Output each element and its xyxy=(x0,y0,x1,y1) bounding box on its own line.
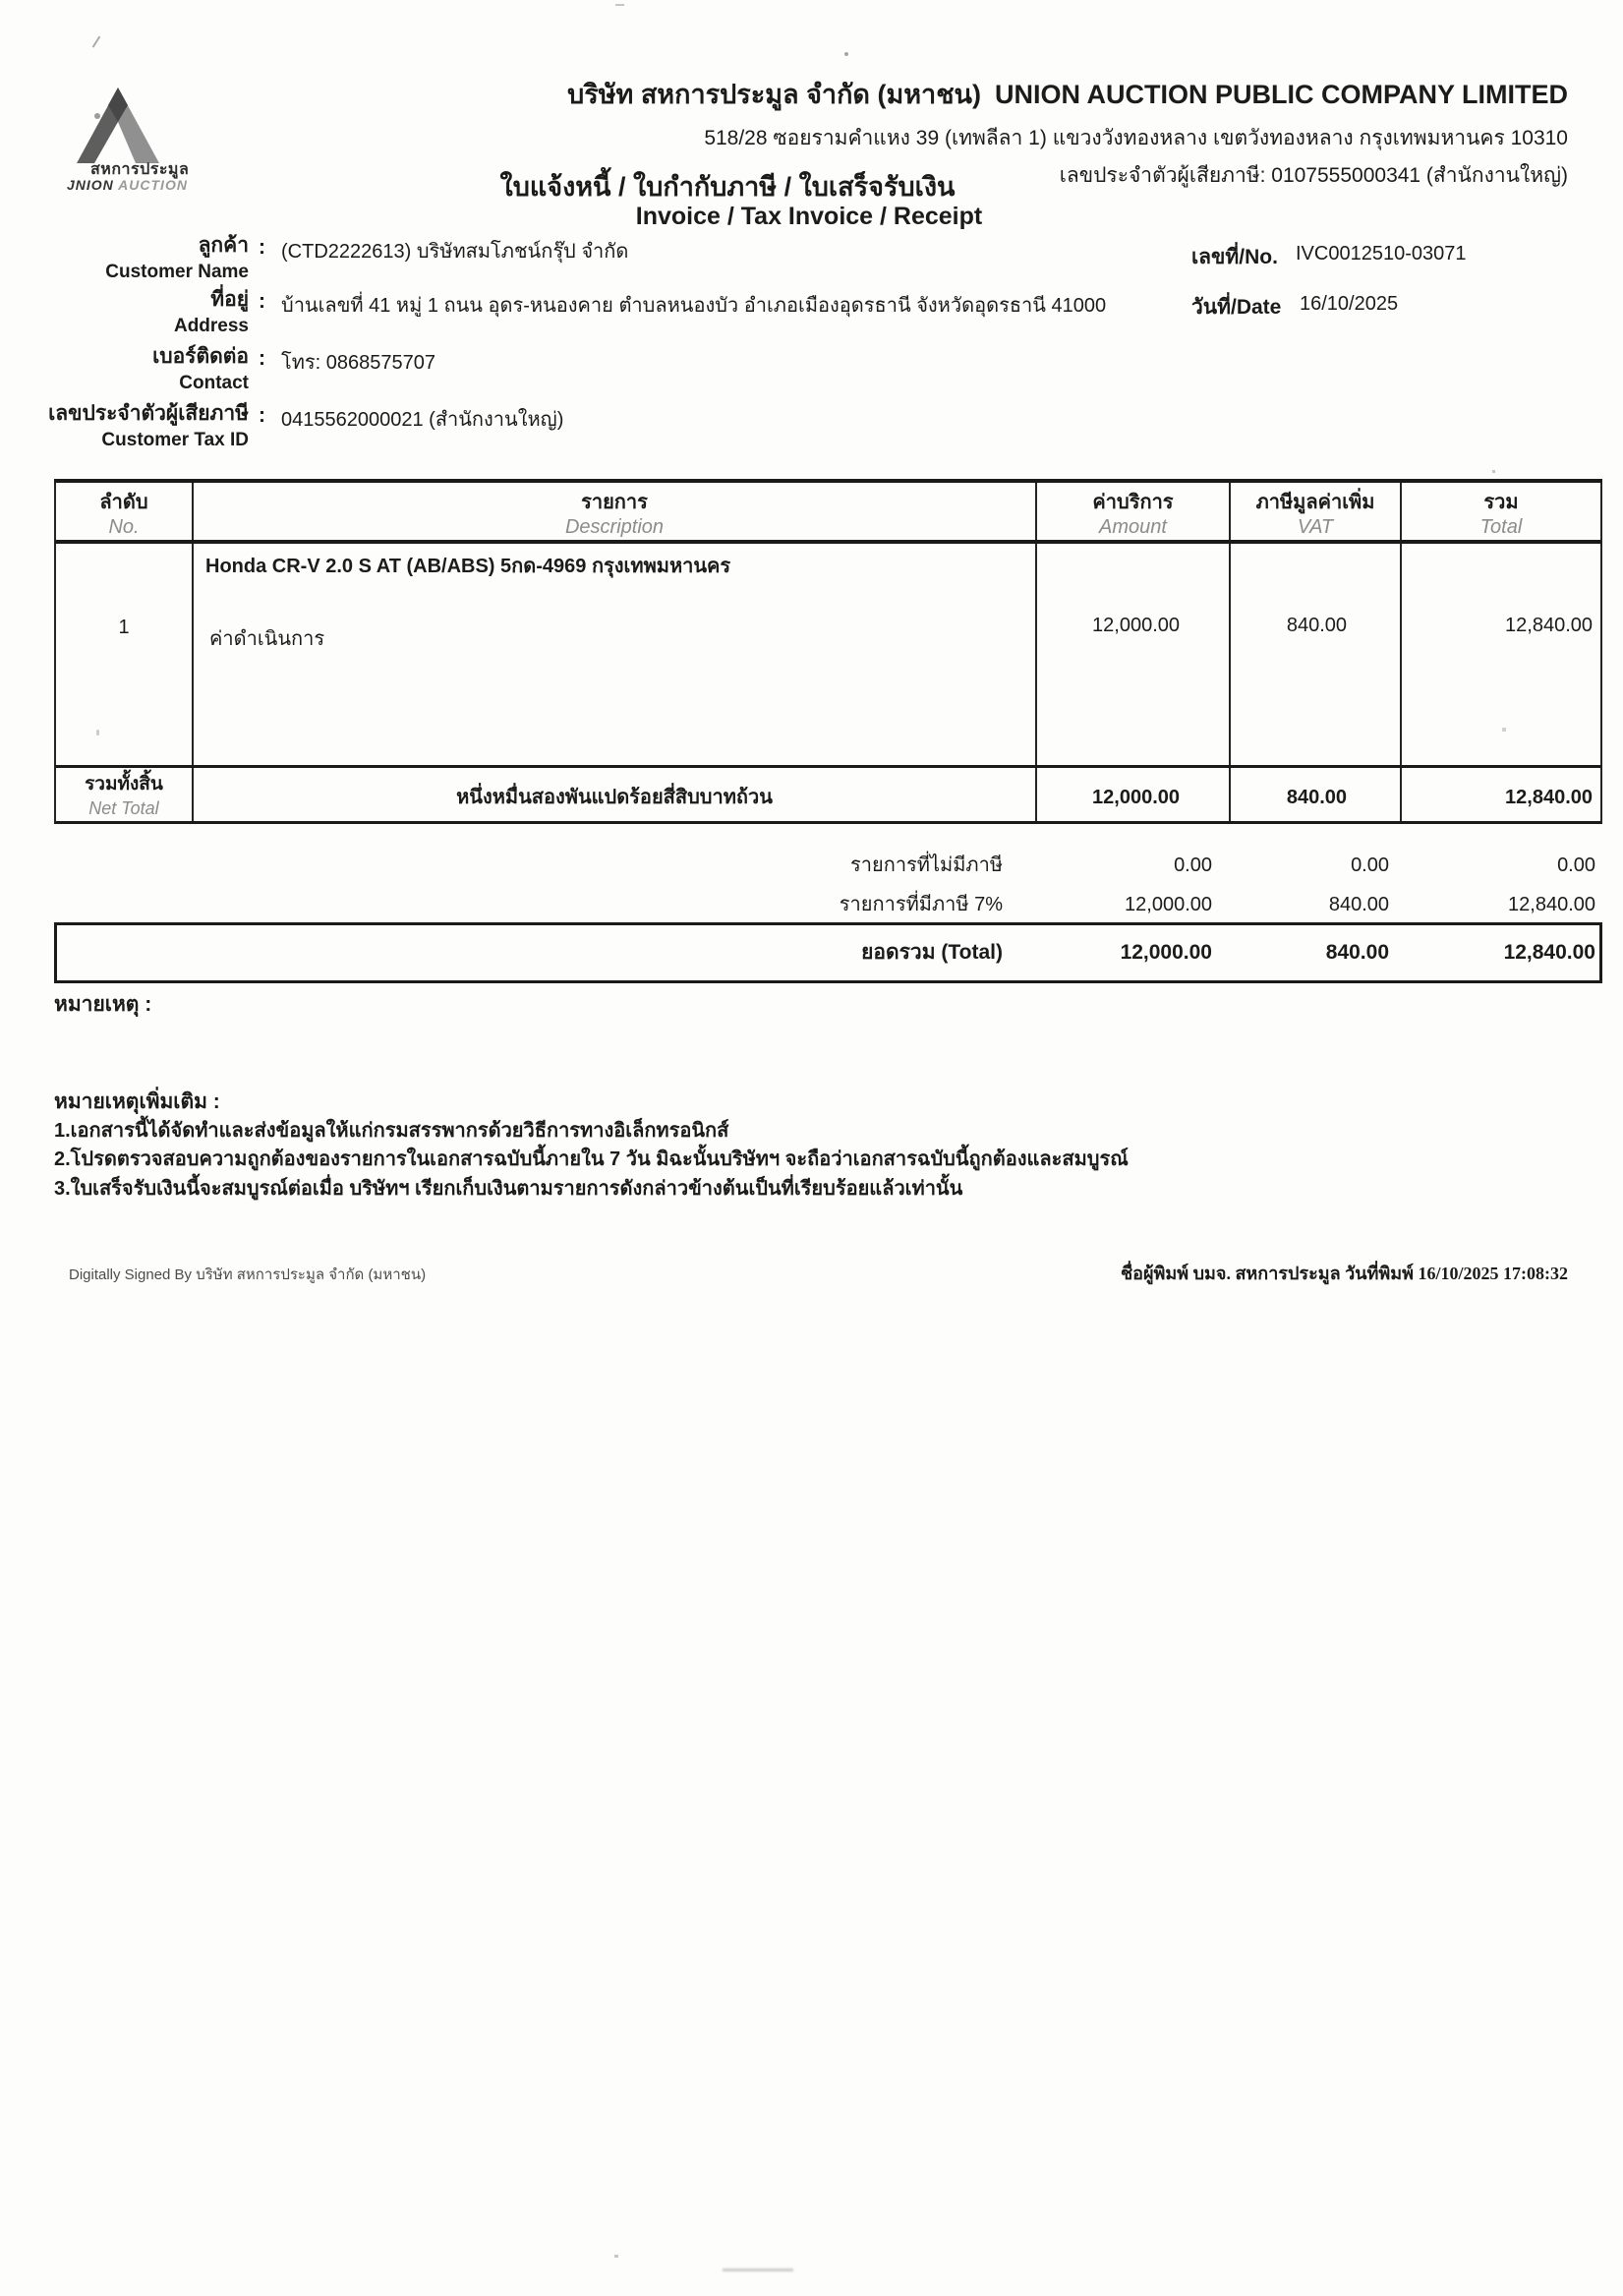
item-row xyxy=(54,544,1602,765)
header-cell-amount xyxy=(1037,483,1231,540)
customer-taxid-label-th: เลขประจำตัวผู้เสียภาษี xyxy=(48,402,249,425)
summary-row-vat xyxy=(54,887,1602,922)
summary-vat-vat: 840.00 xyxy=(1328,894,1389,915)
header-cell-no xyxy=(56,483,192,540)
customer-taxid-value: 0415562000021 (สำนักงานใหญ่) xyxy=(281,409,564,431)
net-total-total: 12,840.00 xyxy=(1505,787,1593,808)
doc-title-th: ใบแจ้งหนี้ / ใบกำกับภาษี / ใบเสร็จรับเงิน xyxy=(499,172,956,202)
header-cell-vat xyxy=(1231,483,1402,540)
additional-notes-label: หมายเหตุเพิ่มเติม : xyxy=(54,1090,220,1113)
doc-title-en: Invoice / Tax Invoice / Receipt xyxy=(635,203,983,230)
item-no: 1 xyxy=(118,617,130,638)
customer-address-label-en: Address xyxy=(173,316,249,336)
logo-english-text xyxy=(67,177,188,193)
invoice-no-label: เลขที่/No. xyxy=(1191,246,1278,268)
header-vat-th: ภาษีมูลค่าเพิ่ม xyxy=(1255,492,1375,513)
logo-thai-text: สหการประมูล xyxy=(90,161,190,178)
scan-artifact xyxy=(92,35,101,47)
customer-name-label-th: ลูกค้า xyxy=(198,234,249,257)
summary-vat-label: รายการที่มีภาษี 7% xyxy=(839,894,1003,915)
summary-non-vat-vat: 0.00 xyxy=(1351,854,1389,876)
header-cell-total xyxy=(1402,483,1600,540)
header-description-en: Description xyxy=(564,516,665,538)
scan-artifact xyxy=(96,730,99,736)
scan-artifact xyxy=(1492,470,1495,473)
summary-section xyxy=(54,844,1602,983)
item-description-detail: ค่าดำเนินการ xyxy=(209,628,325,650)
company-name-th: บริษัท สหการประมูล จำกัด (มหาชน) xyxy=(567,80,981,109)
scan-artifact xyxy=(615,4,624,6)
company-address: 518/28 ซอยรามคำแหง 39 (เทพลีลา 1) แขวงวังทองหลาง เขตวังทองหลาง กรุงเทพมหานคร 10310 xyxy=(704,127,1568,149)
header-amount-th: ค่าบริการ xyxy=(1092,492,1174,513)
header-no-th: ลำดับ xyxy=(99,492,148,513)
logo-en-dark: JNION xyxy=(67,177,114,193)
summary-non-vat-total: 0.00 xyxy=(1557,854,1595,876)
header-description-th: รายการ xyxy=(581,492,648,513)
label-colon: : xyxy=(259,290,265,313)
net-total-amount-words: หนึ่งหมื่นสองพันแปดร้อยสี่สิบบาทถ้วน xyxy=(192,768,1037,821)
scan-artifact xyxy=(1502,728,1506,732)
net-total-label-th: รวมทั้งสิ้น xyxy=(85,774,163,795)
item-description-title: Honda CR-V 2.0 S AT (AB/ABS) 5กด-4969 กรุงเทพมหานคร xyxy=(205,556,731,577)
customer-contact-label xyxy=(0,345,249,395)
invoice-no-value: IVC0012510-03071 xyxy=(1296,243,1467,265)
grand-total-amount: 12,000.00 xyxy=(1120,941,1212,964)
invoice-date-value: 16/10/2025 xyxy=(1300,293,1399,315)
header-cell-description xyxy=(192,483,1037,540)
grand-total-vat: 840.00 xyxy=(1325,941,1389,964)
customer-contact-label-en: Contact xyxy=(179,373,249,393)
header-total-en: Total xyxy=(1479,516,1523,538)
grand-total-total: 12,840.00 xyxy=(1503,941,1595,964)
logo-en-light: AUCTION xyxy=(118,177,188,193)
item-vat: 840.00 xyxy=(1231,544,1402,765)
net-total-amount: 12,000.00 xyxy=(1037,768,1231,821)
label-colon: : xyxy=(259,404,265,427)
label-colon: : xyxy=(259,236,265,259)
scan-artifact xyxy=(723,2268,793,2271)
net-total-row xyxy=(54,765,1602,824)
grand-total-box xyxy=(54,922,1602,983)
digital-signature-note: Digitally Signed By บริษัท สหการประมูล จำกัด (มหาชน) xyxy=(69,1266,427,1283)
item-description xyxy=(192,544,1037,765)
customer-address-label-th: ที่อยู่ xyxy=(210,288,249,311)
item-total: 12,840.00 xyxy=(1505,615,1593,636)
header-vat-en: VAT xyxy=(1297,516,1334,538)
customer-taxid-label-en: Customer Tax ID xyxy=(101,430,249,450)
note-line-3: 3.ใบเสร็จรับเงินนี้จะสมบูรณ์ต่อเมื่อ บริษัทฯ เรียกเก็บเงินตามรายการดังกล่าวข้างต้นเป็นที่เรียบร้อยแล้วเท่านั้น xyxy=(54,1177,963,1200)
invoice-date-label: วันที่/Date xyxy=(1191,296,1282,319)
header-amount-en: Amount xyxy=(1099,516,1167,538)
grand-total-label: ยอดรวม (Total) xyxy=(861,941,1003,964)
customer-name-label-en: Customer Name xyxy=(105,262,249,282)
scan-artifact xyxy=(614,2255,618,2258)
customer-contact-label-th: เบอร์ติดต่อ xyxy=(152,345,249,368)
company-name-en: UNION AUCTION PUBLIC COMPANY LIMITED xyxy=(995,80,1568,109)
customer-address-label xyxy=(0,288,249,338)
customer-name-label xyxy=(0,234,249,284)
company-name xyxy=(567,73,1568,115)
net-total-label-en: Net Total xyxy=(88,798,159,818)
net-total-label xyxy=(56,768,192,821)
customer-taxid-label xyxy=(0,402,249,452)
note-line-1: 1.เอกสารนี้ได้จัดทำและส่งข้อมูลให้แก่กรมสรรพากรด้วยวิธีการทางอิเล็กทรอนิกส์ xyxy=(54,1119,729,1142)
summary-vat-amount: 12,000.00 xyxy=(1125,894,1212,915)
customer-name-value: (CTD2222613) บริษัทสมโภชน์กรุ๊ป จำกัด xyxy=(281,241,629,263)
header-no-en: No. xyxy=(108,516,140,538)
summary-row-non-vat xyxy=(54,844,1602,887)
remark-label: หมายเหตุ : xyxy=(54,993,152,1016)
summary-non-vat-label: รายการที่ไม่มีภาษี xyxy=(850,854,1003,876)
print-info: ชื่อผู้พิมพ์ บมจ. สหการประมูล วันที่พิมพ์ 16/10/2025 17:08:32 xyxy=(1120,1264,1568,1283)
item-amount: 12,000.00 xyxy=(1037,544,1231,765)
customer-address-value: บ้านเลขที่ 41 หมู่ 1 ถนน อุดร-หนองคาย ตำบลหนองบัว อำเภอเมืองอุดรธานี จังหวัดอุดรธานี 41000 xyxy=(281,295,1107,317)
scan-artifact xyxy=(844,52,848,56)
customer-contact-value: โทร: 0868575707 xyxy=(281,352,436,374)
net-total-vat: 840.00 xyxy=(1231,768,1402,821)
items-table xyxy=(54,479,1602,824)
label-colon: : xyxy=(259,347,265,370)
header-total-th: รวม xyxy=(1483,492,1519,513)
additional-notes xyxy=(54,1088,1568,1204)
summary-vat-total: 12,840.00 xyxy=(1508,894,1595,915)
note-line-2: 2.โปรดตรวจสอบความถูกต้องของรายการในเอกสารฉบับนี้ภายใน 7 วัน มิฉะนั้นบริษัทฯ จะถือว่าเอกสารฉบับนี้ถูกต้องและสมบูรณ์ xyxy=(54,1148,1129,1170)
company-tax-id: เลขประจำตัวผู้เสียภาษี: 0107555000341 (สำนักงานใหญ่) xyxy=(1059,164,1568,187)
summary-non-vat-amount: 0.00 xyxy=(1174,854,1212,876)
table-header-row xyxy=(54,483,1602,544)
